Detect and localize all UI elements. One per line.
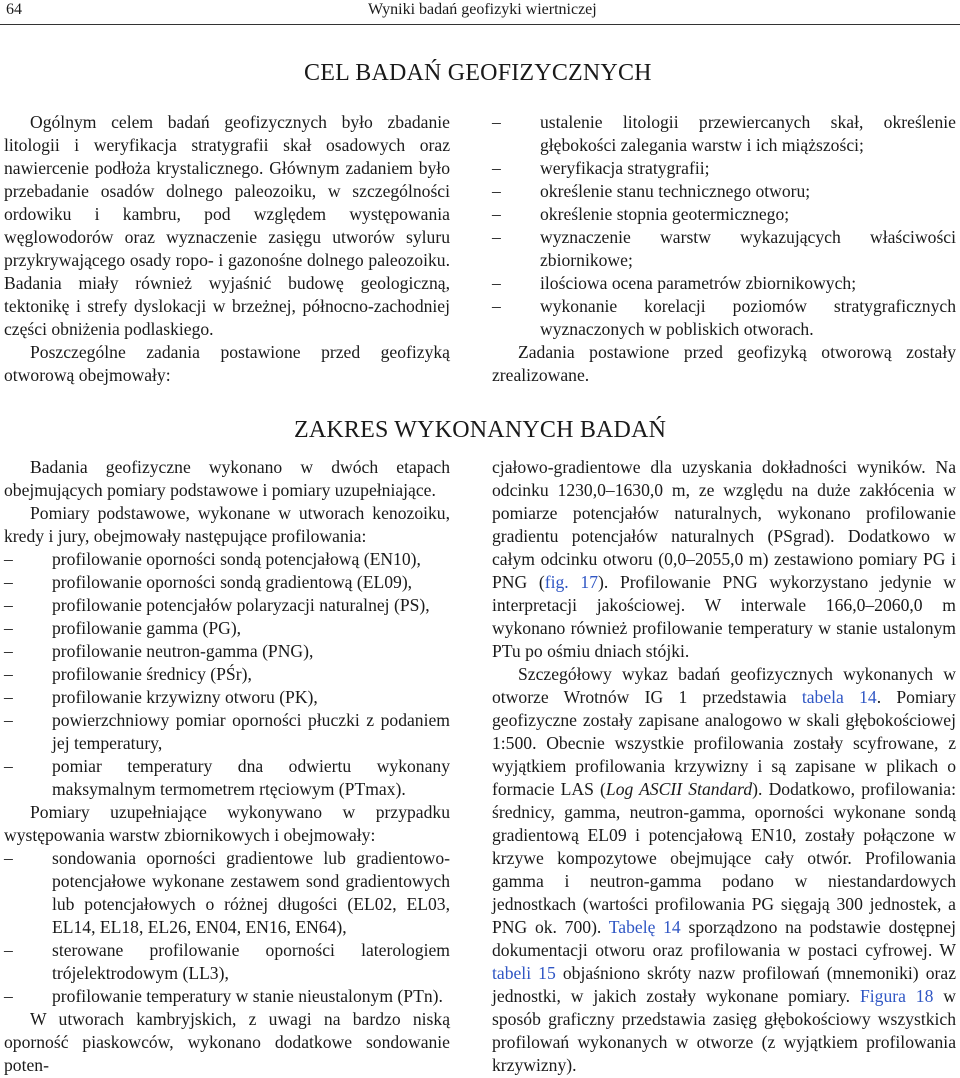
list-item: – ustalenie litologii przewiercanych skał, określenie głębokości zalegania warstw i ich miąższości; — [492, 111, 956, 157]
list-item: – wyznaczenie warstw wykazujących właściwości zbiornikowe; — [492, 226, 956, 272]
list-item: – ilościowa ocena parametrów zbiornikowych; — [492, 272, 956, 295]
header-divider — [0, 24, 960, 25]
list-item: – określenie stopnia geotermicznego; — [492, 203, 956, 226]
table-15-link[interactable]: tabeli 15 — [492, 963, 556, 983]
list-item: – profilowanie neutron-gamma (PNG), — [4, 640, 450, 663]
cambrian-paragraph: W utworach kambryjskich, z uwagi na bardzo niską oporność piaskowców, wykonano dodatkowe sondowanie poten- — [4, 1009, 450, 1075]
list-item: – sondowania oporności gradientowe lub gradientowo-potencjałowe wykonane zestawem sond gradientowych lub potencjałowych o różnej długości (EL02, EL03, EL14, EL18, EL26, EN04, EN16, EN64), — [4, 847, 450, 939]
figure-18-link[interactable]: Figura 18 — [859, 986, 934, 1006]
running-title: Wyniki badań geofizyki wiertniczej — [368, 1, 597, 18]
list-item: – profilowanie oporności sondą potencjałową (EN10), — [4, 548, 450, 571]
list-item: – sterowane profilowanie oporności laterologiem trójelektrodowym (LL3), — [4, 939, 450, 985]
list-item: – pomiar temperatury dna odwiertu wykonany maksymalnym termometrem rtęciowym (PTmax). — [4, 755, 450, 801]
section-heading-goal: CEL BADAŃ GEOFIZYCZNYCH — [304, 60, 652, 86]
basic-measurements-paragraph: Pomiary podstawowe, wykonane w utworach kenozoiku, kredy i jury, obejmowały następujące profilowania: — [4, 503, 450, 546]
goal-right-column — [492, 111, 956, 387]
tasks-intro-paragraph: Poszczególne zadania postawione przed geofizyką otworową obejmowały: — [4, 342, 450, 385]
list-item: – profilowanie oporności sondą gradientową (EL09), — [4, 571, 450, 594]
supplementary-measurements-list — [4, 847, 450, 1008]
list-item: – profilowanie potencjałów polaryzacji naturalnej (PS), — [4, 594, 450, 617]
las-format-name: Log ASCII Standard — [605, 779, 753, 799]
goal-left-column — [4, 111, 450, 387]
page-header — [0, 0, 960, 28]
section-heading-scope: ZAKRES WYKONANYCH BADAŃ — [294, 417, 667, 443]
scope-right-column — [492, 456, 956, 1077]
tasks-closing-paragraph: Zadania postawione przed geofizyką otworową zostały zrealizowane. — [492, 342, 956, 385]
continuation-paragraph: cjałowo-gradientowe dla uzyskania dokładności wyników. Na odcinku 1230,0–1630,0 m, ze względu na duże zakłócenia w pomiarze potencjałów naturalnych, wykonano profilowanie gradientu potencjałów naturalnych (PSgrad). Dodatkowo w całym odcinku otworu (0,0–2055,0 m) zestawiono pomiary PG i PNG (fig. 17). Profilowanie PNG wykorzystano jedynie w interpretacji jakościowej. W interwale 166,0–2060,0 m wykonano również profilowanie temperatury w stanie ustalonym PTu po ośmiu dniach stójki. — [492, 457, 956, 661]
list-item: – profilowanie średnicy (PŚr), — [4, 663, 450, 686]
page-number: 64 — [6, 1, 22, 18]
list-item: – weryfikacja stratygrafii; — [492, 157, 956, 180]
scope-intro-paragraph: Badania geofizyczne wykonano w dwóch etapach obejmujących pomiary podstawowe i pomiary uzupełniające. — [4, 457, 450, 500]
list-item: – profilowanie krzywizny otworu (PK), — [4, 686, 450, 709]
basic-measurements-list — [4, 548, 450, 801]
scope-left-column — [4, 456, 450, 1077]
list-item: – powierzchniowy pomiar oporności płuczki z podaniem jej temperatury, — [4, 709, 450, 755]
list-item: – profilowanie temperatury w stanie nieustalonym (PTn). — [4, 985, 450, 1008]
goal-paragraph: Ogólnym celem badań geofizycznych było zbadanie litologii i weryfikacja stratygrafii skał osadowych oraz nawiercenie podłoża krystalicznego. Głównym zadaniem było przebadanie osadów dolnego paleozoiku, w szczególności ordowiku i kambru, pod względem występowania węglowodorów oraz wyznaczenie zasięgu utworów syluru przykrywającego osady ropo- i gazonośne dolnego paleozoiku. Badania miały również wyjaśnić budowę geologiczną, tektonikę i strefy dyslokacji w brzeżnej, północno-zachodniej części obniżenia podlaskiego. — [4, 112, 450, 339]
supplementary-measurements-paragraph: Pomiary uzupełniające wykonywano w przypadku występowania warstw zbiornikowych i obejmowały: — [4, 802, 450, 845]
table-14-link-2[interactable]: Tabelę 14 — [608, 917, 681, 937]
list-item: – określenie stanu technicznego otworu; — [492, 180, 956, 203]
table-14-link[interactable]: tabela 14 — [801, 687, 877, 707]
figure-17-link[interactable]: fig. 17 — [544, 572, 598, 592]
tasks-list — [492, 111, 956, 341]
list-item: – profilowanie gamma (PG), — [4, 617, 450, 640]
list-item: – wykonanie korelacji poziomów stratygraficznych wyznaczonych w pobliskich otworach. — [492, 295, 956, 341]
details-paragraph: Szczegółowy wykaz badań geofizycznych wykonanych w otworze Wrotnów IG 1 przedstawia tabela 14. Pomiary geofizyczne zostały zapisane analogowo w skali głębokościowej 1:500. Obecnie wszystkie profilowania zostały scyfrowane, z wyjątkiem profilowania krzywizny i są zapisane w plikach o formacie LAS (Log ASCII Standard). Dodatkowo, profilowania: średnicy, gamma, neutron-gamma, oporności wykonane sondą gradientową EL09 i potencjałową EN10, zostały połączone w krzywe kompozytowe obejmujące cały otwór. Profilowania gamma i neutron-gamma podano w niestandardowych jednostkach (wartości profilowania PG sięgają 300 jednostek, a PNG ok. 700). Tabelę 14 sporządzono na podstawie dostępnej dokumentacji otworu oraz profilowania w postaci cyfrowej. W tabeli 15 objaśniono skróty nazw profilowań (mnemoniki) oraz jednostki, w jakich zostały wykonane pomiary. Figura 18 w sposób graficzny przedstawia zasięg głębokościowy wszystkich profilowań wykonanych w otworze (z wyjątkiem profilowania krzywizny). — [492, 664, 956, 1075]
